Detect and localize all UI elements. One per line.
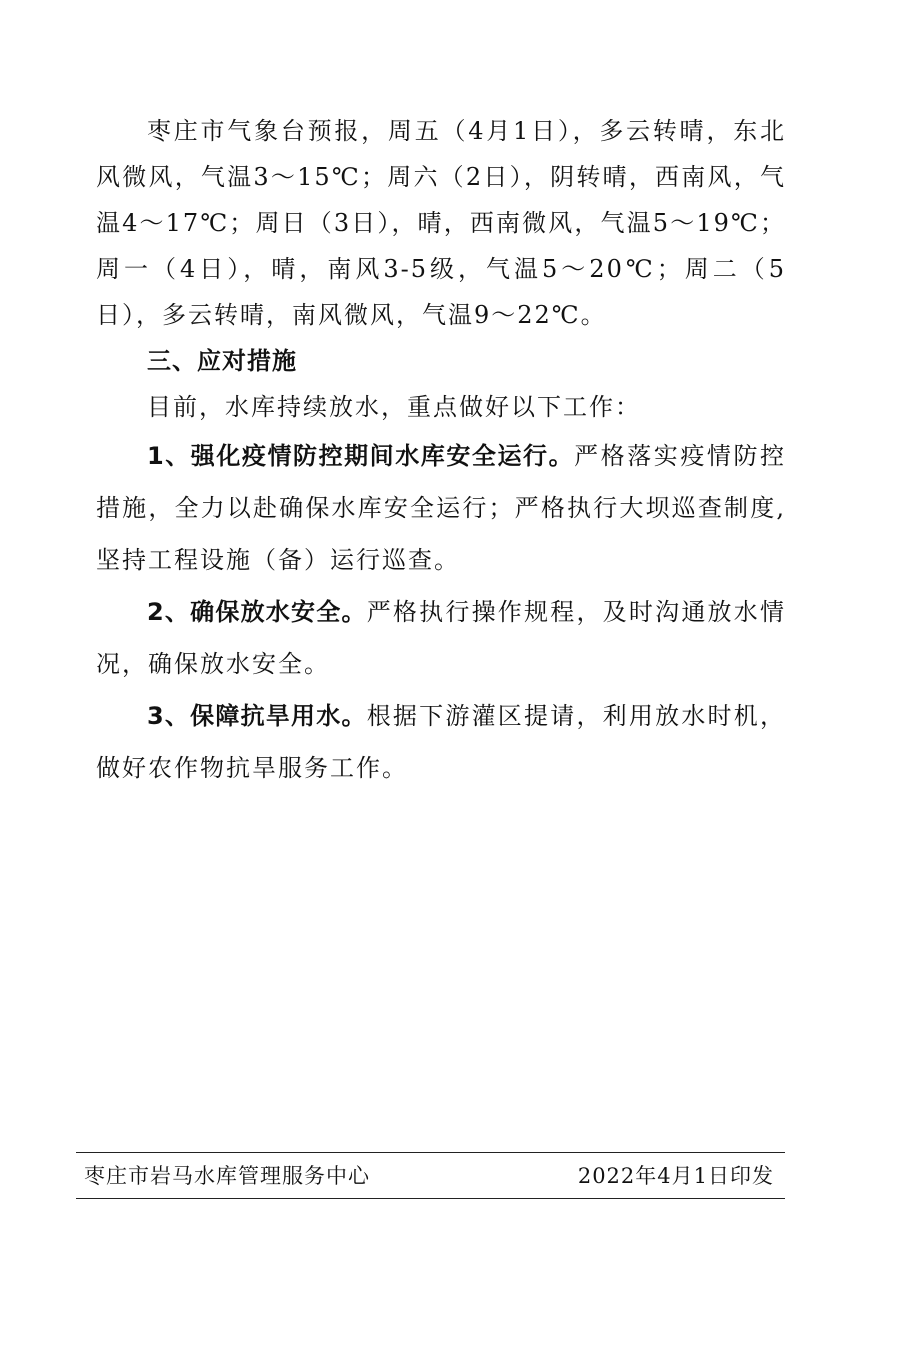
issue-date: 2022年4月1日印发 xyxy=(577,1164,774,1188)
measure-item-3-lead: 3、保障抗旱用水。 xyxy=(147,702,367,730)
document-footer xyxy=(84,1160,774,1192)
measure-item-1-lead: 1、强化疫情防控期间水库安全运行。 xyxy=(147,442,575,470)
countermeasures-intro: 目前，水库持续放水，重点做好以下工作： xyxy=(147,393,641,421)
measure-item-3-body: 根据下游灌区提请，利用放水时机，做好农作物抗旱服务工作。 xyxy=(96,702,786,782)
measure-item-3 xyxy=(96,690,786,794)
weather-forecast-paragraph: 枣庄市气象台预报，周五（4月1日），多云转晴，东北风微风，气温3～15℃；周六（2日），阴转晴，西南风，气温4～17℃；周日（3日），晴，西南微风，气温5～19℃；周一（4日），晴，南风3-5级，气温5～20℃；周二（5日），多云转晴，南风微风，气温9～22℃。 xyxy=(96,117,786,329)
measure-item-2 xyxy=(96,586,786,690)
footer-top-rule xyxy=(76,1152,785,1153)
footer-bottom-rule xyxy=(76,1198,785,1199)
measure-item-1-body: 严格落实疫情防控措施，全力以赴确保水库安全运行；严格执行大坝巡查制度,坚持工程设施（备）运行巡查。 xyxy=(96,442,787,574)
measure-item-2-lead: 2、确保放水安全。 xyxy=(147,598,367,626)
measure-item-1 xyxy=(96,430,786,586)
issuing-organization: 枣庄市岩马水库管理服务中心 xyxy=(84,1164,370,1188)
measure-item-2-body: 严格执行操作规程，及时沟通放水情况，确保放水安全。 xyxy=(96,598,786,678)
document-body xyxy=(96,108,786,794)
section-heading-countermeasures: 三、应对措施 xyxy=(147,347,297,375)
